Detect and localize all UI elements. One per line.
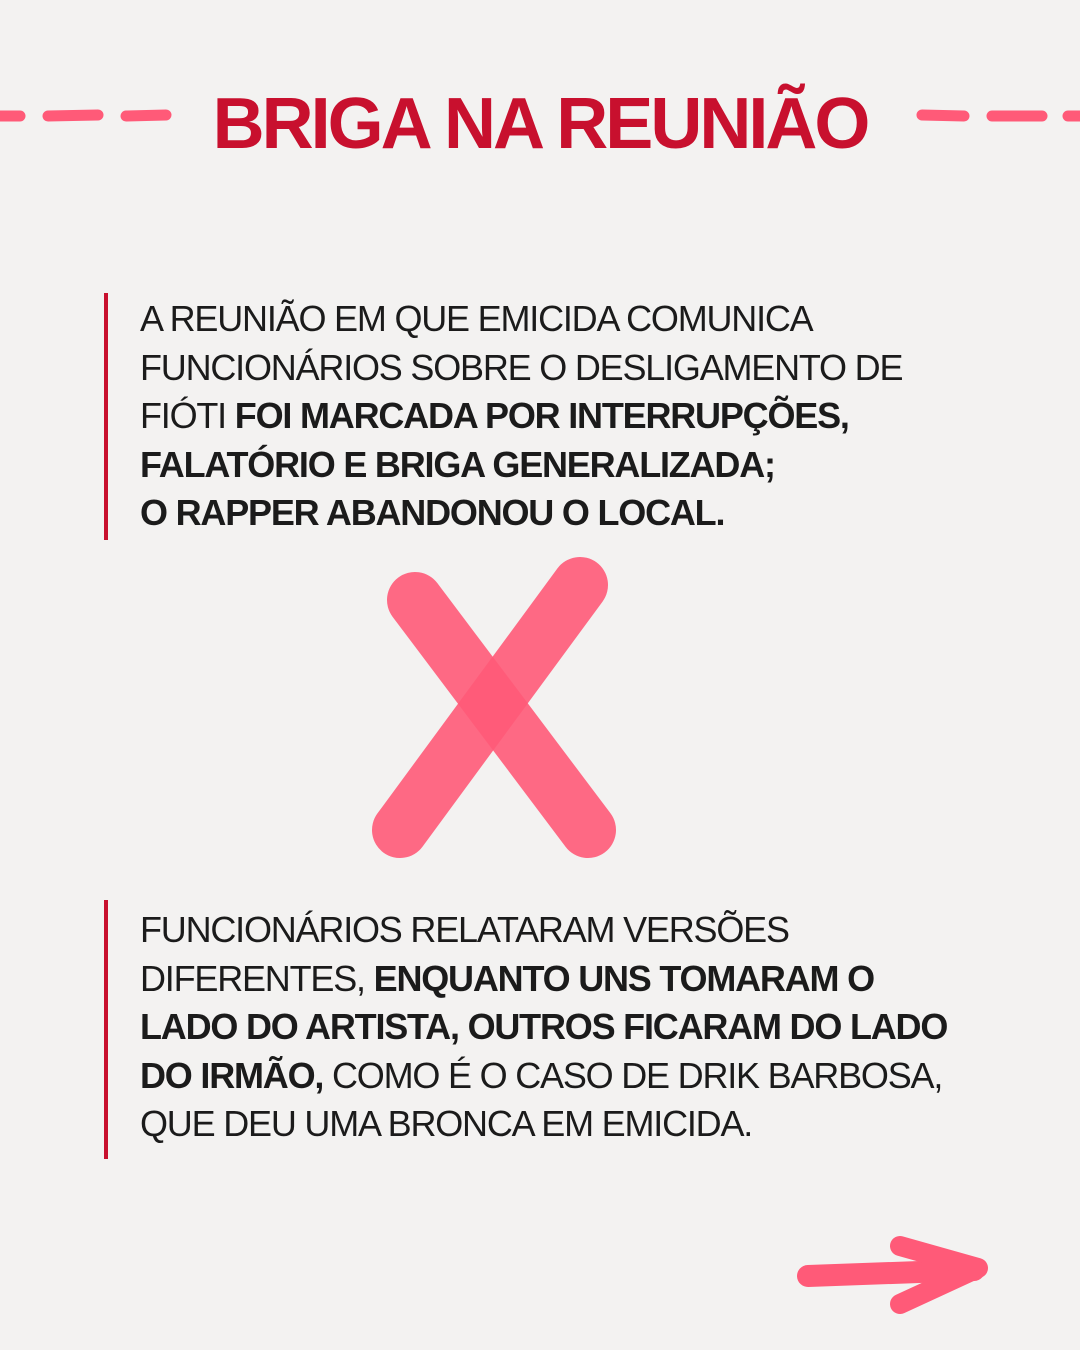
text-normal: A REUNIÃO EM QUE EMICIDA COMUNICA FUNCIONÁRIOS SOBRE O DESLIGAMENTO DE FIÓTI — [140, 298, 903, 436]
text-normal: FUNCIONÁRIOS RELATARAM VERSÕES DIFERENTES, — [140, 909, 789, 999]
text-bold: ENQUANTO UNS TOMARAM O LADO DO ARTISTA, OUTROS FICARAM DO LADO DO IRMÃO, — [140, 957, 948, 1096]
text-normal: COMO É O CASO DE DRIK BARBOSA, QUE DEU UMA BRONCA EM EMICIDA. — [140, 1054, 943, 1144]
paragraph-meeting-text — [140, 295, 960, 538]
text-bold: FOI MARCADA POR INTERRUPÇÕES, FALATÓRIO E BRIGA GENERALIZADA; — [140, 395, 849, 485]
x-mark-icon — [360, 555, 630, 865]
paragraph-employees — [104, 900, 960, 1159]
paragraph-employees-text — [140, 906, 960, 1149]
text-bold: O RAPPER ABANDONOU O LOCAL. — [140, 492, 725, 533]
arrow-right-icon[interactable] — [796, 1234, 996, 1318]
paragraph-meeting — [104, 293, 960, 540]
dashed-line-right — [912, 104, 1080, 128]
page-title: BRIGA NA REUNIÃO — [212, 84, 868, 164]
